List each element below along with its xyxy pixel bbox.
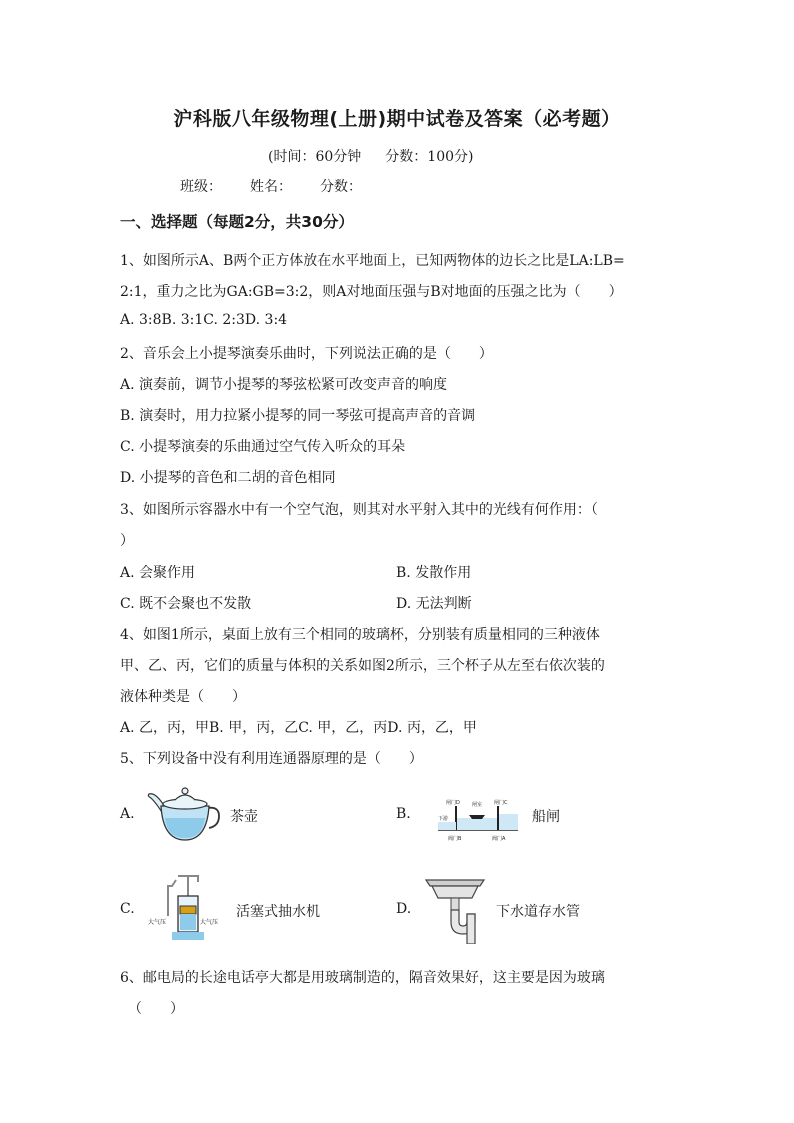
q4-line2: 甲、乙、丙，它们的质量与体积的关系如图2所示，三个杯子从左至右依次装的	[120, 658, 605, 674]
q2-option-d: D. 小提琴的音色和二胡的音色相同	[120, 470, 336, 486]
q1-line2: 2:1，重力之比为GA:GB=3:2，则A对地面压强与B对地面的压强之比为（ ）	[120, 284, 623, 300]
q5-option-a-letter: A.	[120, 806, 135, 822]
drain-trap-image	[424, 876, 486, 944]
q5-option-b-text: 船闸	[532, 809, 560, 825]
ship-lock-image	[436, 796, 520, 844]
q6-line1: 6、邮电局的长途电话亭大都是用玻璃制造的，隔音效果好，这主要是因为玻璃	[120, 970, 605, 986]
lock-valve-a-label: 阀门A	[492, 836, 506, 842]
q3-option-a: A. 会聚作用	[120, 565, 196, 581]
q5-option-a-text: 茶壶	[230, 809, 258, 825]
q5-option-c-letter: C.	[120, 901, 135, 917]
lock-chamber-label: 闸室	[472, 802, 483, 808]
lock-gate-d-label: 闸门D	[446, 800, 460, 806]
student-info	[180, 176, 390, 196]
lock-valve-b-label: 阀门B	[448, 836, 462, 842]
page-title: 沪科版八年级物理(上册)期中试卷及答案（必考题）	[173, 108, 621, 130]
points-label: 分数：	[320, 179, 362, 195]
name-label: 姓名：	[250, 179, 292, 195]
lock-gate-c-label: 闸门C	[494, 800, 508, 806]
q2-stem: 2、音乐会上小提琴演奏乐曲时，下列说法正确的是（ ）	[120, 346, 493, 362]
q3-line2: ）	[120, 533, 134, 549]
q4-line3: 液体种类是（ ）	[120, 689, 246, 705]
time-info: (时间：60分钟	[268, 149, 362, 165]
q3-option-c: C. 既不会聚也不发散	[120, 596, 252, 612]
q3-line1: 3、如图所示容器水中有一个空气泡，则其对水平射入其中的光线有何作用：（	[120, 502, 598, 518]
pump-atm-left-label: 大气压	[148, 919, 167, 926]
q5-option-d-letter: D.	[396, 901, 412, 917]
q4-options: A. 乙，丙，甲B. 甲，丙，乙C. 甲，乙，丙D. 丙，乙，甲	[120, 720, 477, 736]
q2-option-a: A. 演奏前，调节小提琴的琴弦松紧可改变声音的响度	[120, 377, 448, 393]
exam-meta	[268, 146, 497, 166]
piston-pump-image	[148, 870, 224, 942]
section-heading: 一、选择题（每题2分，共30分）	[120, 213, 354, 231]
pump-atm-right-label: 大气压	[200, 919, 219, 926]
q5-stem: 5、下列设备中没有利用连通器原理的是（ ）	[120, 751, 423, 767]
q3-option-d: D. 无法判断	[396, 596, 472, 612]
teapot-image	[145, 782, 227, 844]
q1-options: A. 3:8B. 3:1C. 2:3D. 3:4	[120, 312, 288, 328]
lock-lower-label: 下游	[438, 816, 449, 822]
q5-option-b-letter: B.	[396, 806, 411, 822]
q1-line1: 1、如图所示A、B两个正方体放在水平地面上，已知两物体的边长之比是LA:LB=	[120, 253, 625, 269]
q4-line1: 4、如图1所示，桌面上放有三个相同的玻璃杯，分别装有质量相同的三种液体	[120, 627, 600, 643]
q2-option-b: B. 演奏时，用力拉紧小提琴的同一琴弦可提高声音的音调	[120, 408, 476, 424]
q5-option-c-text: 活塞式抽水机	[236, 904, 320, 920]
q6-line2: （ ）	[128, 1001, 184, 1017]
q2-option-c: C. 小提琴演奏的乐曲通过空气传入听众的耳朵	[120, 439, 406, 455]
score-info: 分数：100分)	[385, 149, 474, 165]
class-label: 班级：	[180, 179, 222, 195]
q3-option-b: B. 发散作用	[396, 565, 472, 581]
q5-option-d-text: 下水道存水管	[496, 904, 580, 920]
